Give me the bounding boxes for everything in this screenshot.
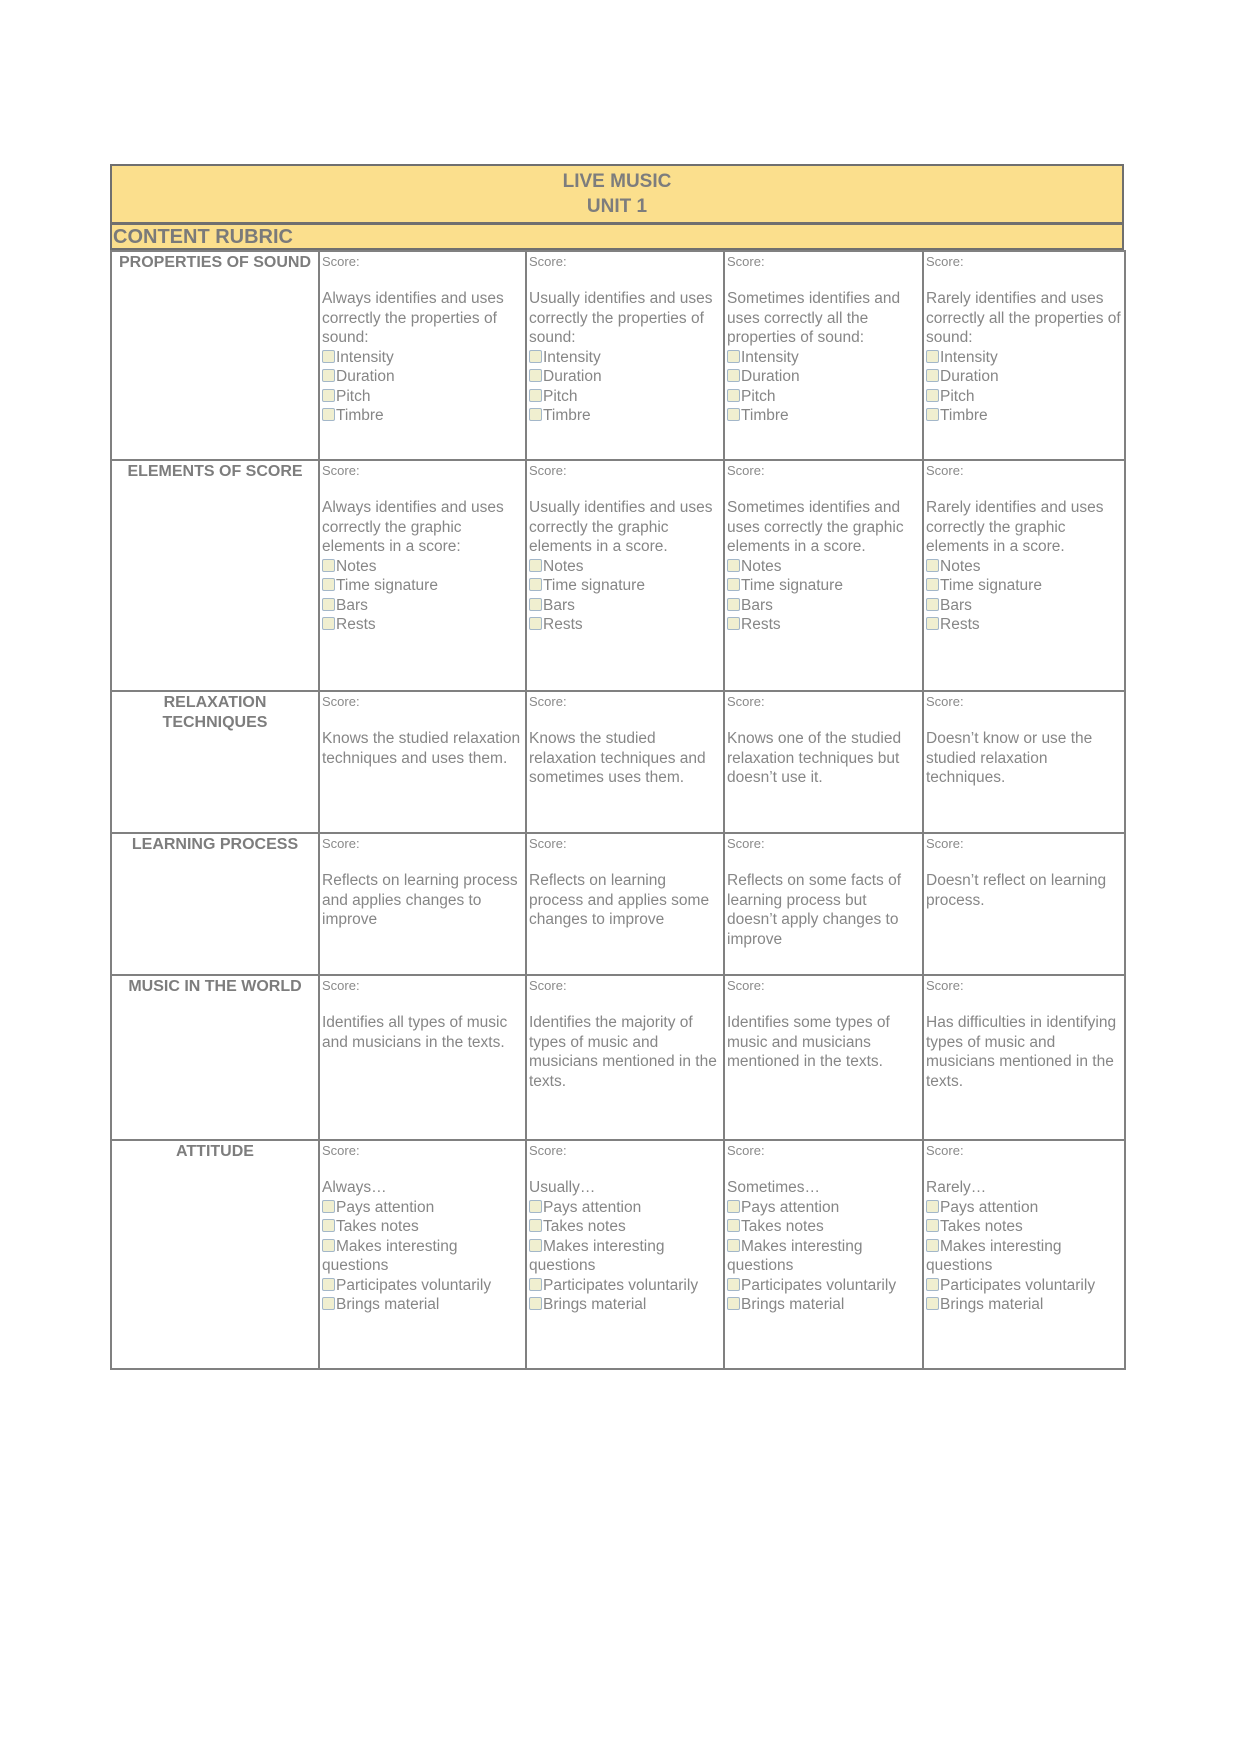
rubric-cell <box>319 833 526 975</box>
checkbox-label: Rests <box>336 616 376 633</box>
checkbox-icon <box>926 389 939 402</box>
rubric-cell <box>319 975 526 1140</box>
score-label: Score: <box>529 836 567 851</box>
checkbox-label: Notes <box>741 557 782 575</box>
checkbox-label: Pays attention <box>741 1198 840 1216</box>
rubric-cell <box>319 251 526 460</box>
table-row <box>111 251 1125 460</box>
checkbox-item <box>727 1217 920 1237</box>
checkbox-label: Makes interesting questions <box>727 1237 863 1274</box>
checkbox-icon <box>529 389 542 402</box>
checkbox-label: Takes notes <box>336 1218 419 1235</box>
checkbox-item <box>322 596 523 616</box>
checkbox-icon <box>926 1219 939 1232</box>
cell-description: Has difficulties in identifying types of music and musicians mentioned in the texts. <box>926 1014 1117 1090</box>
checkbox-label: Takes notes <box>741 1218 824 1235</box>
score-label: Score: <box>926 1143 964 1158</box>
checkbox-item <box>529 367 721 387</box>
checkbox-icon <box>322 617 335 630</box>
checkbox-icon <box>529 1278 542 1291</box>
checkbox-label: Participates voluntarily <box>543 1276 699 1294</box>
checkbox-label: Takes notes <box>940 1218 1023 1235</box>
rubric-cell <box>526 460 724 691</box>
section-title-band <box>110 223 1124 250</box>
checkbox-item <box>727 1295 920 1315</box>
rubric-cell <box>923 833 1125 975</box>
score-label: Score: <box>727 978 765 993</box>
checkbox-label: Rests <box>741 616 781 633</box>
checkbox-icon <box>322 408 335 421</box>
cell-description: Knows one of the studied relaxation techniques but doesn’t use it. <box>727 730 902 786</box>
rubric-cell <box>526 1140 724 1369</box>
row-label: ELEMENTS OF SCORE <box>111 460 319 691</box>
checkbox-label: Timbre <box>940 407 988 424</box>
checkbox-label: Duration <box>940 368 999 385</box>
score-label: Score: <box>727 1143 765 1158</box>
checkbox-label: Brings material <box>543 1296 647 1313</box>
checkbox-label: Duration <box>741 368 800 385</box>
cell-description: Sometimes identifies and uses correctly all the properties of sound: <box>727 290 901 346</box>
checkbox-icon <box>322 1278 335 1291</box>
cell-description: Usually identifies and uses correctly the graphic elements in a score. <box>529 499 713 555</box>
checkbox-item <box>322 615 523 635</box>
checkbox-item <box>926 387 1122 407</box>
checkbox-label: Brings material <box>940 1296 1044 1313</box>
page-title: LIVE MUSIC <box>562 171 672 192</box>
checkbox-item <box>727 1237 920 1276</box>
checkbox-item <box>727 615 920 635</box>
rubric-cell <box>319 460 526 691</box>
checkbox-item <box>926 1217 1122 1237</box>
score-label: Score: <box>322 694 360 709</box>
checkbox-label: Intensity <box>543 348 601 366</box>
rubric-cell <box>724 975 923 1140</box>
checkbox-label: Pays attention <box>940 1198 1039 1216</box>
cell-description: Reflects on learning process and applies changes to improve <box>322 872 518 928</box>
checkbox-item <box>727 1276 920 1296</box>
checkbox-item <box>926 348 1122 368</box>
checkbox-item <box>529 596 721 616</box>
checkbox-icon <box>926 350 939 363</box>
row-label: LEARNING PROCESS <box>111 833 319 975</box>
score-label: Score: <box>529 254 567 269</box>
rubric-document <box>110 164 1124 1370</box>
checkbox-icon <box>322 369 335 382</box>
rubric-cell <box>526 691 724 833</box>
checkbox-icon <box>727 1200 740 1213</box>
row-label: ATTITUDE <box>111 1140 319 1369</box>
score-label: Score: <box>926 978 964 993</box>
checkbox-item <box>529 557 721 577</box>
checkbox-item <box>322 387 523 407</box>
checkbox-item <box>322 576 523 596</box>
score-label: Score: <box>322 978 360 993</box>
checkbox-label: Time signature <box>336 577 438 594</box>
rubric-cell <box>923 975 1125 1140</box>
score-label: Score: <box>529 694 567 709</box>
checkbox-label: Notes <box>336 557 377 575</box>
checkbox-item <box>529 576 721 596</box>
checkbox-item <box>322 1237 523 1276</box>
checkbox-label: Makes interesting questions <box>529 1237 665 1274</box>
checkbox-label: Bars <box>940 596 972 614</box>
checkbox-label: Makes interesting questions <box>322 1237 458 1274</box>
rubric-cell <box>923 691 1125 833</box>
checkbox-icon <box>322 598 335 611</box>
checkbox-icon <box>926 1239 939 1252</box>
checkbox-label: Intensity <box>940 348 998 366</box>
checkbox-label: Pitch <box>741 387 776 405</box>
checkbox-icon <box>322 350 335 363</box>
checkbox-item <box>529 1295 721 1315</box>
checkbox-icon <box>322 1239 335 1252</box>
rubric-cell <box>923 460 1125 691</box>
table-row <box>111 975 1125 1140</box>
checkbox-icon <box>727 559 740 572</box>
checkbox-label: Time signature <box>940 577 1042 594</box>
cell-description: Always… <box>322 1179 387 1196</box>
checkbox-icon <box>727 1278 740 1291</box>
rubric-cell <box>724 833 923 975</box>
unit-subtitle: UNIT 1 <box>586 196 648 217</box>
checkbox-icon <box>926 617 939 630</box>
checkbox-icon <box>926 408 939 421</box>
table-row <box>111 1140 1125 1369</box>
cell-description: Sometimes identifies and uses correctly the graphic elements in a score. <box>727 499 904 555</box>
table-row <box>111 833 1125 975</box>
checkbox-icon <box>727 1297 740 1310</box>
cell-description: Identifies some types of music and musicians mentioned in the texts. <box>727 1014 890 1070</box>
cell-description: Knows the studied relaxation techniques and sometimes uses them. <box>529 730 706 786</box>
score-label: Score: <box>926 694 964 709</box>
rubric-cell <box>724 251 923 460</box>
checkbox-label: Time signature <box>543 577 645 594</box>
checkbox-icon <box>926 559 939 572</box>
checkbox-label: Timbre <box>741 407 789 424</box>
checkbox-item <box>727 596 920 616</box>
checkbox-item <box>529 348 721 368</box>
rubric-cell <box>526 251 724 460</box>
checkbox-icon <box>529 1219 542 1232</box>
cell-description: Always identifies and uses correctly the graphic elements in a score: <box>322 499 504 555</box>
checkbox-item <box>727 367 920 387</box>
cell-description: Usually… <box>529 1179 596 1196</box>
score-label: Score: <box>529 1143 567 1158</box>
checkbox-item <box>322 557 523 577</box>
checkbox-icon <box>322 1200 335 1213</box>
checkbox-item <box>727 387 920 407</box>
checkbox-icon <box>926 578 939 591</box>
checkbox-item <box>926 406 1122 426</box>
checkbox-item <box>322 367 523 387</box>
rubric-cell <box>724 691 923 833</box>
checkbox-icon <box>727 389 740 402</box>
checkbox-label: Duration <box>336 368 395 385</box>
cell-description: Rarely identifies and uses correctly the graphic elements in a score. <box>926 499 1104 555</box>
checkbox-label: Notes <box>543 557 584 575</box>
checkbox-item <box>529 406 721 426</box>
checkbox-item <box>322 348 523 368</box>
checkbox-icon <box>926 1278 939 1291</box>
score-label: Score: <box>322 254 360 269</box>
checkbox-item <box>926 1295 1122 1315</box>
checkbox-label: Makes interesting questions <box>926 1237 1062 1274</box>
checkbox-icon <box>727 369 740 382</box>
checkbox-label: Participates voluntarily <box>940 1276 1096 1294</box>
checkbox-label: Intensity <box>741 348 799 366</box>
rubric-cell <box>319 691 526 833</box>
checkbox-label: Timbre <box>543 407 591 424</box>
section-title: CONTENT RUBRIC <box>113 226 293 248</box>
checkbox-icon <box>926 1200 939 1213</box>
score-label: Score: <box>926 254 964 269</box>
checkbox-label: Pays attention <box>336 1198 435 1216</box>
checkbox-icon <box>529 1239 542 1252</box>
checkbox-item <box>727 576 920 596</box>
score-label: Score: <box>727 254 765 269</box>
cell-description: Identifies the majority of types of music and musicians mentioned in the texts. <box>529 1014 717 1090</box>
rubric-cell <box>319 1140 526 1369</box>
checkbox-label: Pitch <box>940 387 975 405</box>
cell-description: Rarely… <box>926 1179 987 1196</box>
checkbox-label: Pitch <box>543 387 578 405</box>
checkbox-item <box>322 406 523 426</box>
cell-description: Usually identifies and uses correctly the properties of sound: <box>529 290 713 346</box>
row-label: RELAXATION TECHNIQUES <box>111 691 319 833</box>
checkbox-item <box>727 406 920 426</box>
score-label: Score: <box>529 978 567 993</box>
checkbox-icon <box>727 578 740 591</box>
rubric-cell <box>923 251 1125 460</box>
cell-description: Sometimes… <box>727 1179 821 1196</box>
checkbox-item <box>529 1217 721 1237</box>
checkbox-item <box>727 1198 920 1218</box>
checkbox-icon <box>529 559 542 572</box>
checkbox-item <box>322 1198 523 1218</box>
score-label: Score: <box>322 836 360 851</box>
checkbox-label: Takes notes <box>543 1218 626 1235</box>
table-row <box>111 460 1125 691</box>
checkbox-label: Brings material <box>741 1296 845 1313</box>
rubric-cell <box>923 1140 1125 1369</box>
checkbox-icon <box>322 559 335 572</box>
checkbox-icon <box>529 598 542 611</box>
checkbox-icon <box>529 578 542 591</box>
checkbox-icon <box>322 578 335 591</box>
checkbox-icon <box>727 617 740 630</box>
rubric-cell <box>526 975 724 1140</box>
checkbox-icon <box>529 1297 542 1310</box>
checkbox-label: Bars <box>336 596 368 614</box>
checkbox-icon <box>322 1219 335 1232</box>
checkbox-icon <box>727 598 740 611</box>
checkbox-item <box>926 576 1122 596</box>
checkbox-icon <box>727 408 740 421</box>
checkbox-icon <box>529 617 542 630</box>
checkbox-label: Timbre <box>336 407 384 424</box>
checkbox-icon <box>529 350 542 363</box>
score-label: Score: <box>926 463 964 478</box>
checkbox-item <box>322 1217 523 1237</box>
rubric-cell <box>526 833 724 975</box>
checkbox-icon <box>529 408 542 421</box>
checkbox-item <box>926 1198 1122 1218</box>
checkbox-label: Brings material <box>336 1296 440 1313</box>
checkbox-item <box>926 1237 1122 1276</box>
checkbox-item <box>727 557 920 577</box>
table-row <box>111 691 1125 833</box>
checkbox-item <box>926 1276 1122 1296</box>
table-header-band <box>110 164 1124 223</box>
checkbox-icon <box>926 598 939 611</box>
checkbox-label: Bars <box>741 596 773 614</box>
checkbox-item <box>926 596 1122 616</box>
score-label: Score: <box>727 463 765 478</box>
checkbox-item <box>926 557 1122 577</box>
cell-description: Always identifies and uses correctly the properties of sound: <box>322 290 504 346</box>
checkbox-item <box>926 367 1122 387</box>
checkbox-label: Rests <box>543 616 583 633</box>
score-label: Score: <box>322 1143 360 1158</box>
checkbox-icon <box>322 389 335 402</box>
score-label: Score: <box>727 836 765 851</box>
checkbox-icon <box>322 1297 335 1310</box>
cell-description: Reflects on some facts of learning process but doesn’t apply changes to improve <box>727 872 902 948</box>
checkbox-label: Pays attention <box>543 1198 642 1216</box>
checkbox-label: Participates voluntarily <box>741 1276 897 1294</box>
cell-description: Knows the studied relaxation techniques and uses them. <box>322 730 521 767</box>
checkbox-item <box>529 1198 721 1218</box>
checkbox-item <box>727 348 920 368</box>
checkbox-item <box>322 1276 523 1296</box>
checkbox-label: Pitch <box>336 387 371 405</box>
cell-description: Doesn’t reflect on learning process. <box>926 872 1107 909</box>
score-label: Score: <box>926 836 964 851</box>
cell-description: Rarely identifies and uses correctly all the properties of sound: <box>926 290 1121 346</box>
checkbox-icon <box>727 1219 740 1232</box>
checkbox-label: Notes <box>940 557 981 575</box>
score-label: Score: <box>727 694 765 709</box>
rubric-cell <box>724 1140 923 1369</box>
score-label: Score: <box>529 463 567 478</box>
checkbox-item <box>322 1295 523 1315</box>
checkbox-label: Intensity <box>336 348 394 366</box>
row-label: PROPERTIES OF SOUND <box>111 251 319 460</box>
checkbox-icon <box>529 1200 542 1213</box>
rubric-cell <box>724 460 923 691</box>
checkbox-icon <box>926 1297 939 1310</box>
checkbox-icon <box>529 369 542 382</box>
checkbox-item <box>529 1276 721 1296</box>
checkbox-label: Duration <box>543 368 602 385</box>
cell-description: Doesn’t know or use the studied relaxation techniques. <box>926 730 1093 786</box>
checkbox-label: Participates voluntarily <box>336 1276 492 1294</box>
checkbox-label: Bars <box>543 596 575 614</box>
checkbox-icon <box>727 1239 740 1252</box>
score-label: Score: <box>322 463 360 478</box>
checkbox-item <box>926 615 1122 635</box>
cell-description: Reflects on learning process and applies some changes to improve <box>529 872 710 928</box>
checkbox-icon <box>926 369 939 382</box>
checkbox-item <box>529 387 721 407</box>
row-label: MUSIC IN THE WORLD <box>111 975 319 1140</box>
checkbox-label: Rests <box>940 616 980 633</box>
checkbox-item <box>529 615 721 635</box>
cell-description: Identifies all types of music and musicians in the texts. <box>322 1014 508 1051</box>
checkbox-label: Time signature <box>741 577 843 594</box>
checkbox-item <box>529 1237 721 1276</box>
rubric-table <box>110 250 1126 1370</box>
checkbox-icon <box>727 350 740 363</box>
